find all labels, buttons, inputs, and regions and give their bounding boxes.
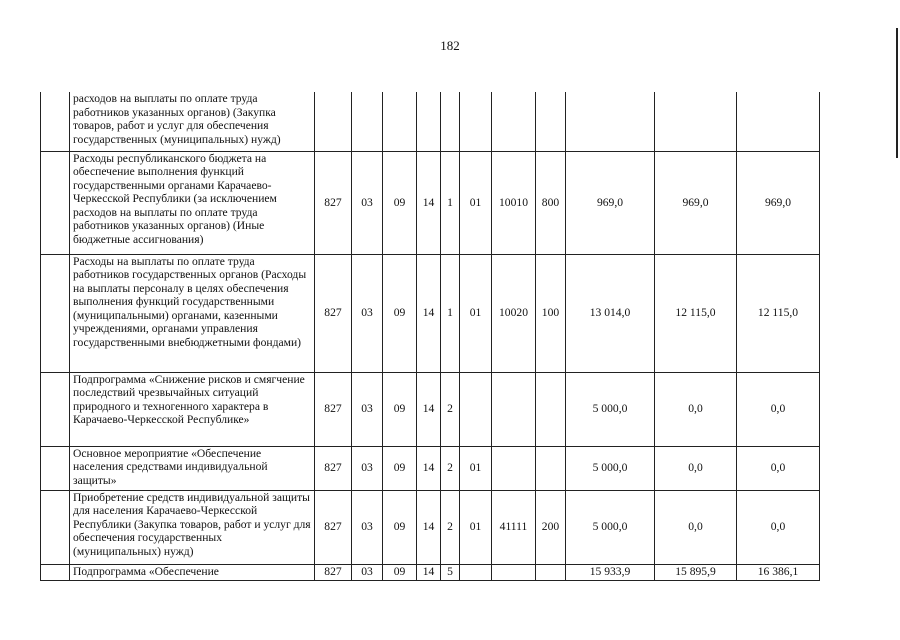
measure-code-cell: 01	[460, 254, 492, 372]
amount-year2-cell: 969,0	[655, 151, 737, 254]
direction-code-cell	[492, 372, 536, 446]
section-code-cell: 03	[352, 446, 383, 490]
subsection-code-cell: 09	[383, 490, 417, 564]
direction-code-cell: 10020	[492, 254, 536, 372]
table-row	[41, 490, 820, 564]
ministry-code-cell: 827	[315, 151, 352, 254]
section-code-cell: 03	[352, 151, 383, 254]
section-code-cell: 03	[352, 254, 383, 372]
table-row	[41, 254, 820, 372]
ministry-code-cell: 827	[315, 490, 352, 564]
program-code-cell: 14	[417, 446, 441, 490]
expense-type-cell	[536, 564, 566, 580]
subsection-code-cell: 09	[383, 372, 417, 446]
expense-type-cell: 100	[536, 254, 566, 372]
item-name-cell: расходов на выплаты по оплате труда работников указанных органов) (Закупка товаров, работ и услуг для обеспечения государственных (муниципальных) нужд)	[70, 92, 315, 151]
subprogram-code-cell: 2	[441, 372, 460, 446]
index-cell	[41, 92, 70, 151]
amount-year2-cell: 0,0	[655, 446, 737, 490]
expense-type-cell	[536, 446, 566, 490]
program-code-cell: 14	[417, 490, 441, 564]
amount-year3-cell: 16 386,1	[737, 564, 820, 580]
expense-type-cell: 800	[536, 151, 566, 254]
expense-type-cell	[536, 92, 566, 151]
direction-code-cell	[492, 92, 536, 151]
direction-code-cell	[492, 446, 536, 490]
table-row	[41, 151, 820, 254]
amount-year2-cell: 0,0	[655, 490, 737, 564]
measure-code-cell	[460, 92, 492, 151]
table-row	[41, 372, 820, 446]
amount-year2-cell: 15 895,9	[655, 564, 737, 580]
table-row	[41, 92, 820, 151]
amount-year1-cell: 969,0	[566, 151, 655, 254]
program-code-cell: 14	[417, 151, 441, 254]
subprogram-code-cell	[441, 92, 460, 151]
expense-type-cell	[536, 372, 566, 446]
subsection-code-cell: 09	[383, 564, 417, 580]
item-name-cell: Основное мероприятие «Обеспечение населения средствами индивидуальной защиты»	[70, 446, 315, 490]
amount-year3-cell: 0,0	[737, 372, 820, 446]
amount-year3-cell	[737, 92, 820, 151]
ministry-code-cell: 827	[315, 564, 352, 580]
page-number: 182	[440, 38, 460, 53]
amount-year2-cell	[655, 92, 737, 151]
amount-year1-cell: 5 000,0	[566, 372, 655, 446]
measure-code-cell	[460, 564, 492, 580]
subsection-code-cell: 09	[383, 446, 417, 490]
subprogram-code-cell: 2	[441, 446, 460, 490]
page-edge-mark	[896, 28, 898, 158]
index-cell	[41, 490, 70, 564]
amount-year1-cell: 5 000,0	[566, 446, 655, 490]
subsection-code-cell: 09	[383, 254, 417, 372]
direction-code-cell: 10010	[492, 151, 536, 254]
item-name-cell: Подпрограмма «Обеспечение	[70, 564, 315, 580]
item-name-cell: Приобретение средств индивидуальной защиты для населения Карачаево-Черкесской Республики (Закупка товаров, работ и услуг для обеспечения государственных (муниципальных) нужд)	[70, 490, 315, 564]
item-name-cell: Расходы республиканского бюджета на обеспечение выполнения функций государственными органами Карачаево-Черкесской Республики (за исключением расходов на выплаты по оплате труда работников указанных органов) (Иные бюджетные ассигнования)	[70, 151, 315, 254]
table-row	[41, 564, 820, 580]
subsection-code-cell	[383, 92, 417, 151]
item-name-cell: Расходы на выплаты по оплате труда работников государственных органов (Расходы на выплаты персоналу в целях обеспечения выполнения функций государственными (муниципальными) органами, казенными учреждениями, органами управления государственными внебюджетными фондами)	[70, 254, 315, 372]
subprogram-code-cell: 2	[441, 490, 460, 564]
amount-year1-cell: 5 000,0	[566, 490, 655, 564]
section-code-cell: 03	[352, 564, 383, 580]
measure-code-cell	[460, 372, 492, 446]
amount-year1-cell: 15 933,9	[566, 564, 655, 580]
measure-code-cell: 01	[460, 446, 492, 490]
section-code-cell: 03	[352, 372, 383, 446]
program-code-cell	[417, 92, 441, 151]
subprogram-code-cell: 5	[441, 564, 460, 580]
amount-year3-cell: 969,0	[737, 151, 820, 254]
index-cell	[41, 372, 70, 446]
budget-table	[40, 92, 820, 581]
section-code-cell	[352, 92, 383, 151]
program-code-cell: 14	[417, 254, 441, 372]
measure-code-cell: 01	[460, 490, 492, 564]
ministry-code-cell: 827	[315, 446, 352, 490]
program-code-cell: 14	[417, 564, 441, 580]
direction-code-cell	[492, 564, 536, 580]
table-row	[41, 446, 820, 490]
measure-code-cell: 01	[460, 151, 492, 254]
index-cell	[41, 254, 70, 372]
index-cell	[41, 446, 70, 490]
section-code-cell: 03	[352, 490, 383, 564]
ministry-code-cell: 827	[315, 254, 352, 372]
subsection-code-cell: 09	[383, 151, 417, 254]
item-name-cell: Подпрограмма «Снижение рисков и смягчение последствий чрезвычайных ситуаций природного и техногенного характера в Карачаево-Черкесской Республике»	[70, 372, 315, 446]
amount-year1-cell: 13 014,0	[566, 254, 655, 372]
program-code-cell: 14	[417, 372, 441, 446]
amount-year3-cell: 0,0	[737, 490, 820, 564]
amount-year3-cell: 12 115,0	[737, 254, 820, 372]
subprogram-code-cell: 1	[441, 254, 460, 372]
index-cell	[41, 151, 70, 254]
amount-year3-cell: 0,0	[737, 446, 820, 490]
amount-year2-cell: 0,0	[655, 372, 737, 446]
ministry-code-cell	[315, 92, 352, 151]
amount-year1-cell	[566, 92, 655, 151]
expense-type-cell: 200	[536, 490, 566, 564]
direction-code-cell: 41111	[492, 490, 536, 564]
ministry-code-cell: 827	[315, 372, 352, 446]
subprogram-code-cell: 1	[441, 151, 460, 254]
index-cell	[41, 564, 70, 580]
amount-year2-cell: 12 115,0	[655, 254, 737, 372]
